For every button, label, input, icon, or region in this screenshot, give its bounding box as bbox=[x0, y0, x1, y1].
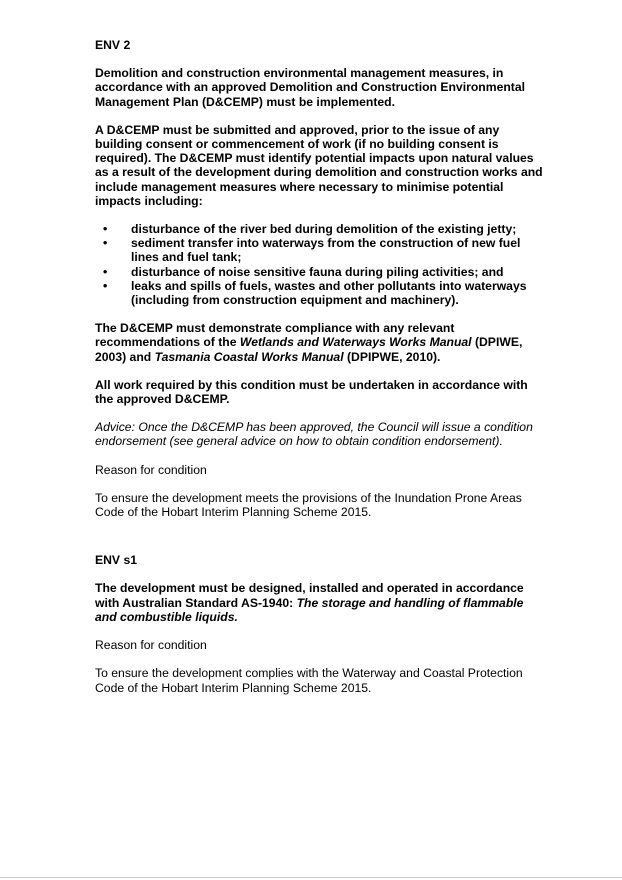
env2-reason-text: To ensure the development meets the provisions of the Inundation Prone Areas Code of the Hobart Interim Planning Scheme 2015. bbox=[95, 490, 522, 520]
list-item bbox=[95, 265, 545, 279]
condition-part-1: The development must be designed, installed and operated in accordance with Australian Standard AS-1940: bbox=[95, 581, 524, 610]
envs1-heading: ENV s1 bbox=[95, 553, 138, 568]
envs1-reason-text: To ensure the development complies with the Waterway and Coastal Protection Code of the Hobart Interim Planning Scheme 2015. bbox=[95, 666, 523, 695]
impact-text: sediment transfer into waterways from the construction of new fuel lines and fuel tank; bbox=[131, 236, 521, 265]
list-item bbox=[95, 236, 545, 264]
env2-work-required: All work required by this condition must be undertaken in accordance with the approved D&CEMP. bbox=[95, 377, 528, 407]
impact-text: disturbance of the river bed during demolition of the existing jetty; bbox=[131, 222, 517, 237]
envs1-reason-label: Reason for condition bbox=[95, 638, 207, 653]
page-bottom-border bbox=[0, 877, 622, 878]
coastal-manual-title: Tasmania Coastal Works Manual bbox=[154, 349, 344, 364]
bullet-icon: • bbox=[103, 278, 108, 293]
env2-submission-text: A D&CEMP must be submitted and approved, prior to the issue of any building consent or commencement of work (if no building consent is required). The D&CEMP must identify potential impacts upon natural values as a result of the development during demolition and construction works and include management measures where necessary to minimise potential impacts including: bbox=[95, 122, 543, 208]
bullet-icon: • bbox=[103, 264, 108, 279]
standard-title: The storage and handling of flammable and combustible liquids. bbox=[95, 595, 524, 624]
compliance-part-2: (DPIWE, 2003) and bbox=[95, 335, 523, 364]
compliance-part-1: The D&CEMP must demonstrate compliance with any relevant recommendations of the bbox=[95, 321, 455, 350]
impact-text: leaks and spills of fuels, wastes and other pollutants into waterways (including from construction equipment and machinery). bbox=[131, 278, 527, 308]
section-spacer bbox=[95, 533, 545, 553]
bullet-icon: • bbox=[103, 222, 108, 237]
bullet-icon: • bbox=[103, 236, 108, 251]
list-item bbox=[95, 279, 545, 307]
document-page bbox=[95, 38, 545, 709]
env2-condition-intro: Demolition and construction environmental management measures, in accordance with an approved Demolition and Construction Environmental Management Plan (D&CEMP) must be implemented. bbox=[95, 66, 526, 109]
env2-compliance-text bbox=[95, 321, 545, 364]
list-item bbox=[95, 222, 545, 236]
env2-advice: Advice: Once the D&CEMP has been approved, the Council will issue a condition endorsement (see general advice on how to obtain condition endorsement). bbox=[95, 420, 533, 449]
compliance-part-3: (DPIPWE, 2010). bbox=[343, 349, 441, 364]
envs1-condition bbox=[95, 581, 545, 624]
impact-text: disturbance of noise sensitive fauna during piling activities; and bbox=[131, 264, 504, 279]
env2-impacts-list bbox=[95, 222, 545, 307]
env2-reason-label: Reason for condition bbox=[95, 462, 207, 477]
env2-heading: ENV 2 bbox=[95, 38, 131, 52]
wetlands-manual-title: Wetlands and Waterways Works Manual bbox=[239, 335, 472, 350]
